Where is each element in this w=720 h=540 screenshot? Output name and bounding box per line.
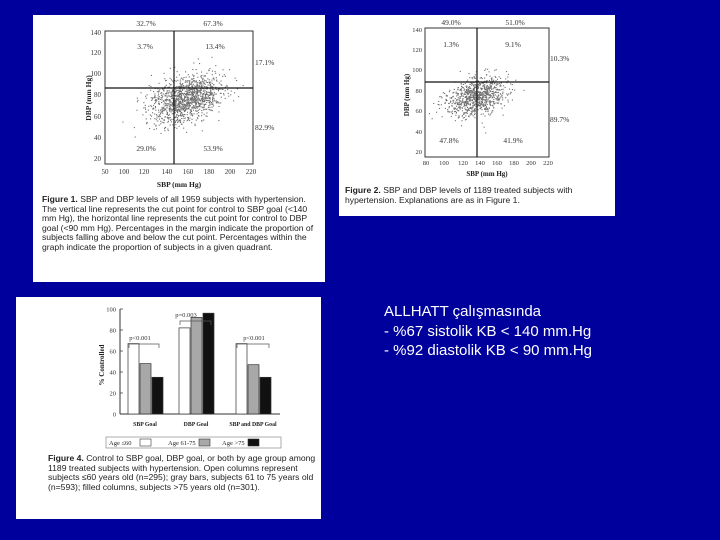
figure-4-panel	[16, 297, 321, 519]
figure-1-panel	[33, 15, 325, 282]
y-tick: 80	[109, 327, 116, 335]
caption-text: SBP and DBP levels of 1189 treated subjects with hypertension. Explanations are as in Figure 1.	[345, 185, 573, 205]
pct-right-bottom: 89.7%	[550, 115, 570, 124]
pct-quadrant-upper-left: 1.3%	[443, 40, 459, 49]
bar	[128, 344, 139, 414]
pct-top-left: 49.0%	[441, 18, 461, 27]
pct-top-right: 51.0%	[505, 18, 525, 27]
category-labels	[133, 422, 277, 428]
pct-right-top: 10.3%	[550, 54, 570, 63]
pct-quadrant-upper-right: 9.1%	[505, 40, 521, 49]
bar	[179, 328, 190, 414]
x-tick: 50	[101, 168, 109, 176]
y-tick: 20	[109, 390, 116, 398]
bar	[236, 344, 247, 414]
y-tick: 40	[109, 369, 116, 377]
caption-label: Figure 2.	[345, 185, 381, 195]
y-tick: 100	[90, 70, 101, 78]
x-tick: 160	[492, 160, 502, 167]
x-tick: 140	[475, 160, 485, 167]
y-tick: 80	[415, 88, 422, 95]
x-tick: 140	[161, 168, 173, 176]
x-tick: 100	[439, 160, 449, 167]
figure-4-caption	[48, 454, 318, 492]
slide-text-line: - %92 diastolik KB < 90 mm.Hg	[384, 342, 593, 359]
y-tick: 60	[109, 348, 116, 356]
y-tick: 120	[412, 47, 422, 54]
p-value-label: p<0.001	[129, 335, 151, 342]
x-tick: 200	[526, 160, 536, 167]
legend-swatch	[140, 439, 151, 446]
y-axis-label: DBP (mm Hg)	[403, 73, 411, 117]
y-tick: 40	[94, 134, 101, 142]
chart-legend	[106, 437, 281, 448]
x-tick: 220	[245, 168, 257, 176]
x-tick: 180	[509, 160, 519, 167]
category-label: SBP Goal	[133, 422, 157, 428]
p-value-label: p<0.001	[243, 335, 265, 342]
legend-label: Age >75	[222, 440, 245, 447]
pct-right-top: 17.1%	[255, 58, 275, 67]
y-tick: 40	[415, 129, 422, 136]
figure-1-caption	[42, 195, 320, 253]
bars	[128, 313, 271, 414]
pct-quadrant-upper-right: 13.4%	[205, 42, 225, 51]
x-tick: 120	[138, 168, 150, 176]
x-tick: 200	[224, 168, 236, 176]
bar	[248, 365, 259, 414]
y-axis-label: % Controlled	[98, 344, 106, 386]
pct-quadrant-lower-right: 53.9%	[203, 144, 223, 153]
category-label: DBP Goal	[183, 422, 209, 428]
y-tick: 80	[94, 91, 101, 99]
caption-label: Figure 4.	[48, 453, 84, 463]
x-tick: 180	[203, 168, 215, 176]
caption-label: Figure 1.	[42, 194, 78, 204]
y-tick: 60	[415, 108, 422, 115]
pct-top-right: 67.3%	[203, 19, 223, 28]
pct-quadrant-lower-right: 41.9%	[503, 136, 523, 145]
y-tick: 140	[90, 29, 101, 37]
y-tick: 120	[90, 49, 101, 57]
slide-text-line: - %67 sistolik KB < 140 mm.Hg	[384, 322, 592, 340]
figure-2-panel	[339, 15, 615, 216]
y-tick: 20	[415, 149, 422, 156]
pct-quadrant-lower-left: 47.8%	[439, 136, 459, 145]
x-tick: 220	[543, 160, 553, 167]
y-tick: 140	[412, 27, 422, 34]
slide-text-block	[384, 302, 592, 361]
caption-text: Control to SBP goal, DBP goal, or both by age group among 1189 treated subjects with hypertension. Open columns represent subjects ≤60 years old (n=295); gray bars, subjects 61 to 75 years old (n=593); filled columns, subjects >75 years old (n=301).	[48, 453, 316, 492]
y-tick: 100	[106, 306, 116, 314]
legend-swatch	[248, 439, 259, 446]
pct-quadrant-upper-left: 3.7%	[137, 42, 153, 51]
y-tick: 20	[94, 155, 101, 163]
y-ticks	[106, 306, 116, 418]
x-tick: 100	[118, 168, 130, 176]
bar	[260, 377, 271, 414]
bar	[140, 364, 151, 414]
pct-top-left: 32.7%	[136, 19, 156, 28]
y-axis-label: DBP (mm Hg)	[84, 75, 93, 121]
slide-text-line: ALLHATT çalışmasında	[384, 303, 542, 320]
bar	[191, 317, 202, 414]
x-tick: 160	[182, 168, 194, 176]
caption-text: SBP and DBP levels of all 1959 subjects with hypertension. The vertical line represents the cut point for control to SBP goal (<140 mm Hg), the horizontal line represents the cut point for control to DBP goal (<90 mm Hg). Percentages in the margin indicate the proportion of subjects falling above and below the cut point. Percentages within the graph indicate the proportion of subjects in a given quadrant.	[42, 194, 314, 252]
legend-swatch	[199, 439, 210, 446]
pct-right-bottom: 82.9%	[255, 123, 275, 132]
p-value-label: p=0.003	[175, 312, 197, 319]
y-tick: 100	[412, 67, 422, 74]
pct-quadrant-lower-left: 29.0%	[136, 144, 156, 153]
y-tick: 0	[112, 411, 116, 419]
x-axis-label: SBP (mm Hg)	[466, 170, 508, 178]
x-tick: 120	[458, 160, 468, 167]
y-tick: 60	[94, 113, 101, 121]
figure-2-caption	[345, 186, 611, 205]
bar	[152, 377, 163, 414]
bar	[203, 313, 214, 414]
x-axis-label: SBP (mm Hg)	[156, 180, 202, 189]
legend-label: Age ≤60	[109, 440, 132, 447]
legend-label: Age 61-75	[168, 440, 196, 447]
x-tick: 80	[422, 160, 430, 167]
category-label: SBP and DBP Goal	[229, 422, 277, 428]
scatter-points	[122, 57, 243, 138]
